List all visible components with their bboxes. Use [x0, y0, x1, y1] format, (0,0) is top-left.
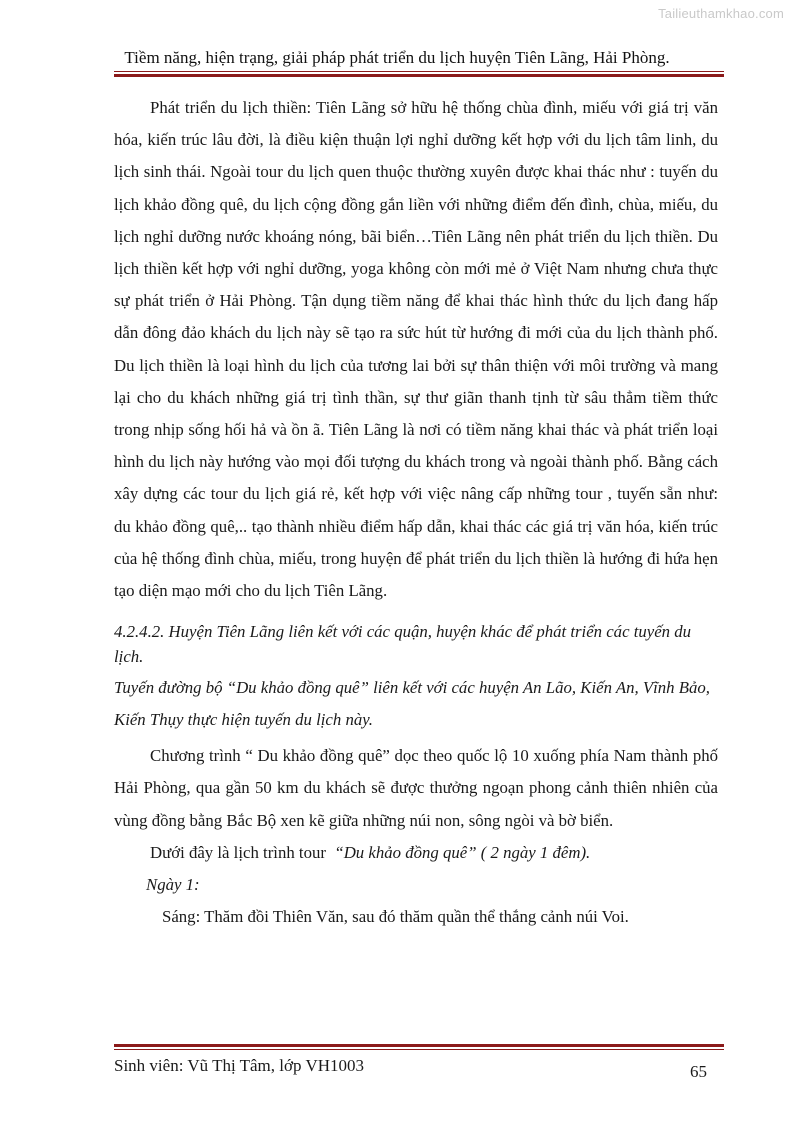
watermark-text: Tailieuthamkhao.com [658, 6, 784, 21]
morning-schedule: Sáng: Thăm đồi Thiên Văn, sau đó thăm quần thể thắng cảnh núi Voi. [162, 907, 629, 927]
header-rule-thin [114, 71, 724, 72]
day-one-label: Ngày 1: [146, 875, 200, 895]
section-subheading: Tuyến đường bộ “Du khảo đồng quê” liên kết với các huyện An Lão, Kiến An, Vĩnh Bảo, Kiến Thụy thực hiện tuyến du lịch này. [114, 678, 710, 730]
footer-rule-thin [114, 1049, 724, 1050]
header-rule-thick [114, 74, 724, 77]
itinerary-intro: Dưới đây là lịch trình tour [150, 842, 326, 862]
page-header-title: Tiềm năng, hiện trạng, giải pháp phát triển du lịch huyện Tiên Lãng, Hải Phòng. [124, 48, 670, 67]
itinerary-title: “Du khảo đồng quê” ( 2 ngày 1 đêm). [334, 842, 591, 862]
body-paragraph-program: Chương trình “ Du khảo đồng quê” dọc theo quốc lộ 10 xuống phía Nam thành phố Hải Phòng, qua gần 50 km du khách sẽ được thưởng ngoạn phong cảnh thiên nhiên của vùng đồng bằng Bắc Bộ xen kẽ giữa những núi non, sông ngòi và bờ biển. [114, 746, 718, 830]
page-number: 65 [690, 1062, 707, 1081]
itinerary-line [114, 837, 718, 869]
footer-rule-thick [114, 1044, 724, 1047]
body-paragraph-meditation-tourism: Phát triển du lịch thiền: Tiên Lãng sở hữu hệ thống chùa đình, miếu với giá trị văn hóa, kiến trúc lâu đời, là điều kiện thuận lợi nghỉ dưỡng kết hợp với du lịch tâm linh, du lịch sinh thái. Ngoài tour du lịch quen thuộc thường xuyên được khai thác như : tuyến du lịch khảo đồng quê, du lịch cộng đồng gắn liền với những điểm đến đình, chùa, miếu, du lịch nghỉ dưỡng nước khoáng nóng, bãi biển…Tiên Lãng nên phát triển du lịch thiền. Du lịch thiền kết hợp với nghỉ dưỡng, yoga không còn mới mẻ ở Việt Nam nhưng chưa thực sự phát triển ở Hải Phòng. Tận dụng tiềm năng để khai thác hình thức du lịch đang hấp dẫn đông đảo khách du lịch này sẽ tạo ra sức hút từ hướng đi mới của du lịch thành phố. Du lịch thiền là loại hình du lịch của tương lai bởi sự thân thiện với môi trường và mang lại cho du khách những giá trị tình thần, sự thư giãn thanh tịnh từ sâu thẳm tiềm thức trong nhịp sống hối hả và ồn ã. Tiên Lãng là nơi có tiềm năng khai thác và phát triển loại hình du lịch này hướng vào mọi đối tượng du khách trong và ngoài thành phố. Bằng cách xây dựng các tour du lịch giá rẻ, kết hợp với việc nâng cấp những tour , tuyến sẵn như: du khảo đồng quê,.. tạo thành nhiều điểm hấp dẫn, khai thác các giá trị văn hóa, kiến trúc của hệ thống đình chùa, miếu, trong huyện để phát triển du lịch thiền là hướng đi hứa hẹn tạo diện mạo mới cho du lịch Tiên Lãng. [114, 98, 718, 601]
page-content [114, 92, 718, 933]
footer-student-info: Sinh viên: Vũ Thị Tâm, lớp VH1003 [114, 1056, 364, 1075]
section-heading: 4.2.4.2. Huyện Tiên Lãng liên kết với các quận, huyện khác để phát triển các tuyến du lịch. [114, 622, 692, 667]
